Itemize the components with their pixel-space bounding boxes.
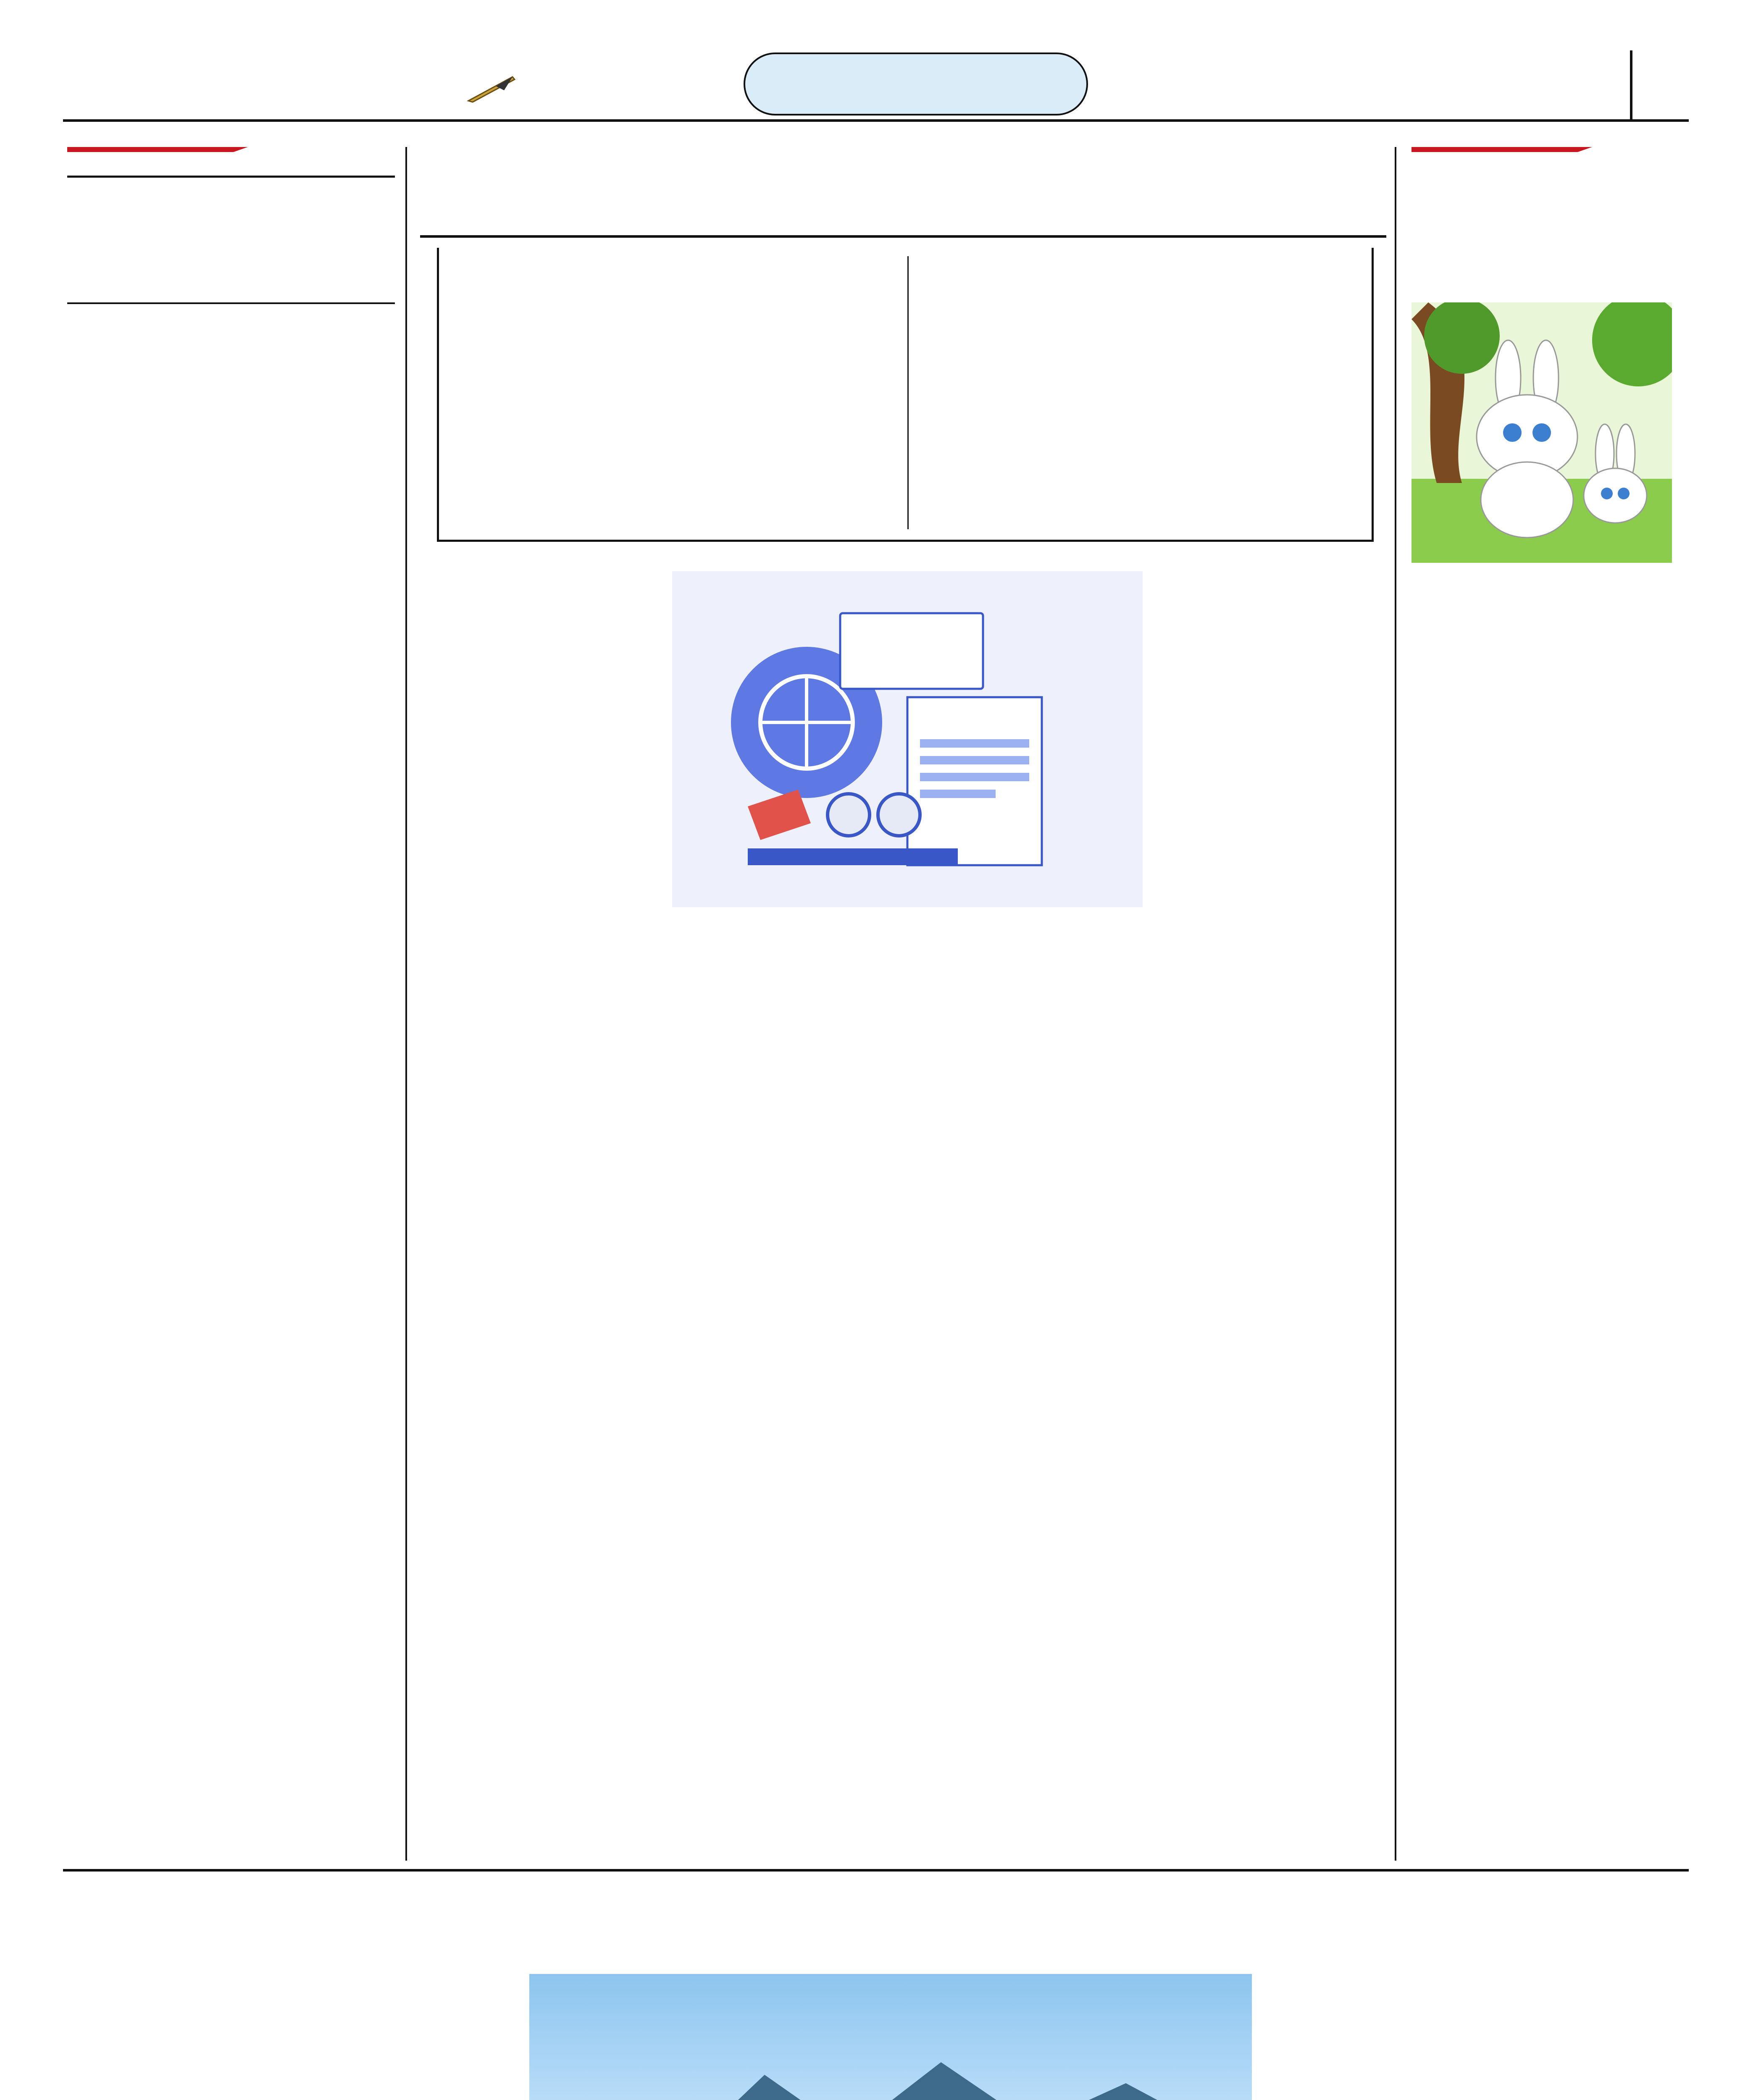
quill-pen-icon [466, 74, 517, 103]
train-photo [529, 1974, 1252, 2100]
page-header [63, 50, 1689, 122]
page-number [1630, 50, 1689, 122]
world-news-illustration [672, 571, 1143, 907]
rabbit-icon [1411, 302, 1672, 563]
ai-column-1 [0, 1546, 231, 2100]
ai-intro-box [437, 248, 1374, 542]
section-badge [744, 52, 1088, 116]
vande-bharat-train-photo [529, 1974, 1252, 2100]
editorial-tag [67, 147, 248, 152]
ai-illustration [672, 571, 1143, 907]
bunny-illustration [1411, 302, 1672, 563]
spiritual-tag [1411, 147, 1592, 152]
editorial-body [0, 0, 328, 1546]
